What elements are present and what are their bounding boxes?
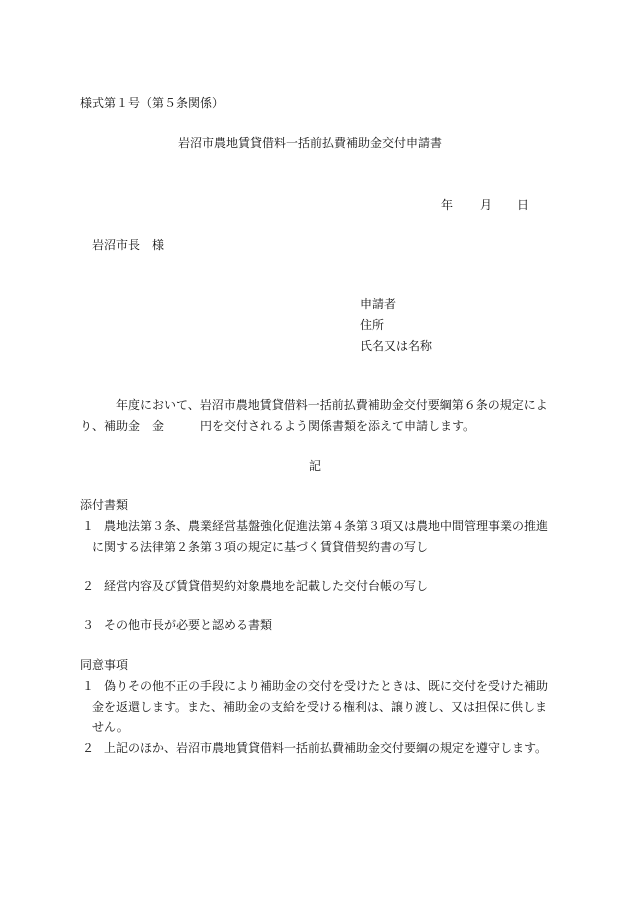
request-line-2: り、補助金 金 円を交付されるよう関係書類を添えて申請します。 [80,419,476,433]
applicant-name-label: 氏名又は名称 [360,339,433,353]
consent-item-1-line-3: せん。 [92,720,129,734]
applicant-address-label: 住所 [360,318,385,332]
attachment-item-1-line-2: に関する法律第２条第３項の規定に基づく賃貸借契約書の写し [92,540,429,554]
date-month: 月 [480,198,493,212]
consent-item-2-text: 上記のほか、岩沼市農地賃貸借料一括前払費補助金交付要綱の規定を遵守します。 [104,741,548,755]
consent-item-1-number: １ [82,679,95,693]
consent-item-1-line-2: 金を返還します。また、補助金の支給を受ける権利は、譲り渡し、又は担保に供しま [92,700,548,714]
consent-item-1-line-1: 偽りその他不正の手段により補助金の交付を受けたときは、既に交付を受けた補助 [104,679,549,693]
attachment-item-3-number: ３ [82,618,95,632]
document-title: 岩沼市農地賃貸借料一括前払費補助金交付申請書 [178,136,443,150]
attachments-heading: 添付書類 [80,498,129,512]
attachment-item-2-number: ２ [82,579,95,593]
addressee: 岩沼市長 様 [92,238,165,252]
consent-heading: 同意事項 [80,658,129,672]
attachment-item-2-text: 経営内容及び賃貸借契約対象農地を記載した交付台帳の写し [104,579,429,593]
date-year: 年 [441,198,454,212]
request-line-1: 年度において、岩沼市農地賃貸借料一括前払費補助金交付要綱第６条の規定によ [116,398,548,412]
attachment-item-3-text: その他市長が必要と認める書類 [104,618,273,632]
attachment-item-1-number: １ [82,519,95,533]
attachment-item-1-line-1: 農地法第３条、農業経営基盤強化促進法第４条第３項又は農地中間管理事業の推進 [104,519,549,533]
date-day: 日 [517,198,530,212]
applicant-label: 申請者 [360,297,397,311]
consent-item-2-number: ２ [82,741,95,755]
form-number: 様式第１号（第５条関係） [80,96,225,110]
ki-heading: 記 [309,459,322,473]
